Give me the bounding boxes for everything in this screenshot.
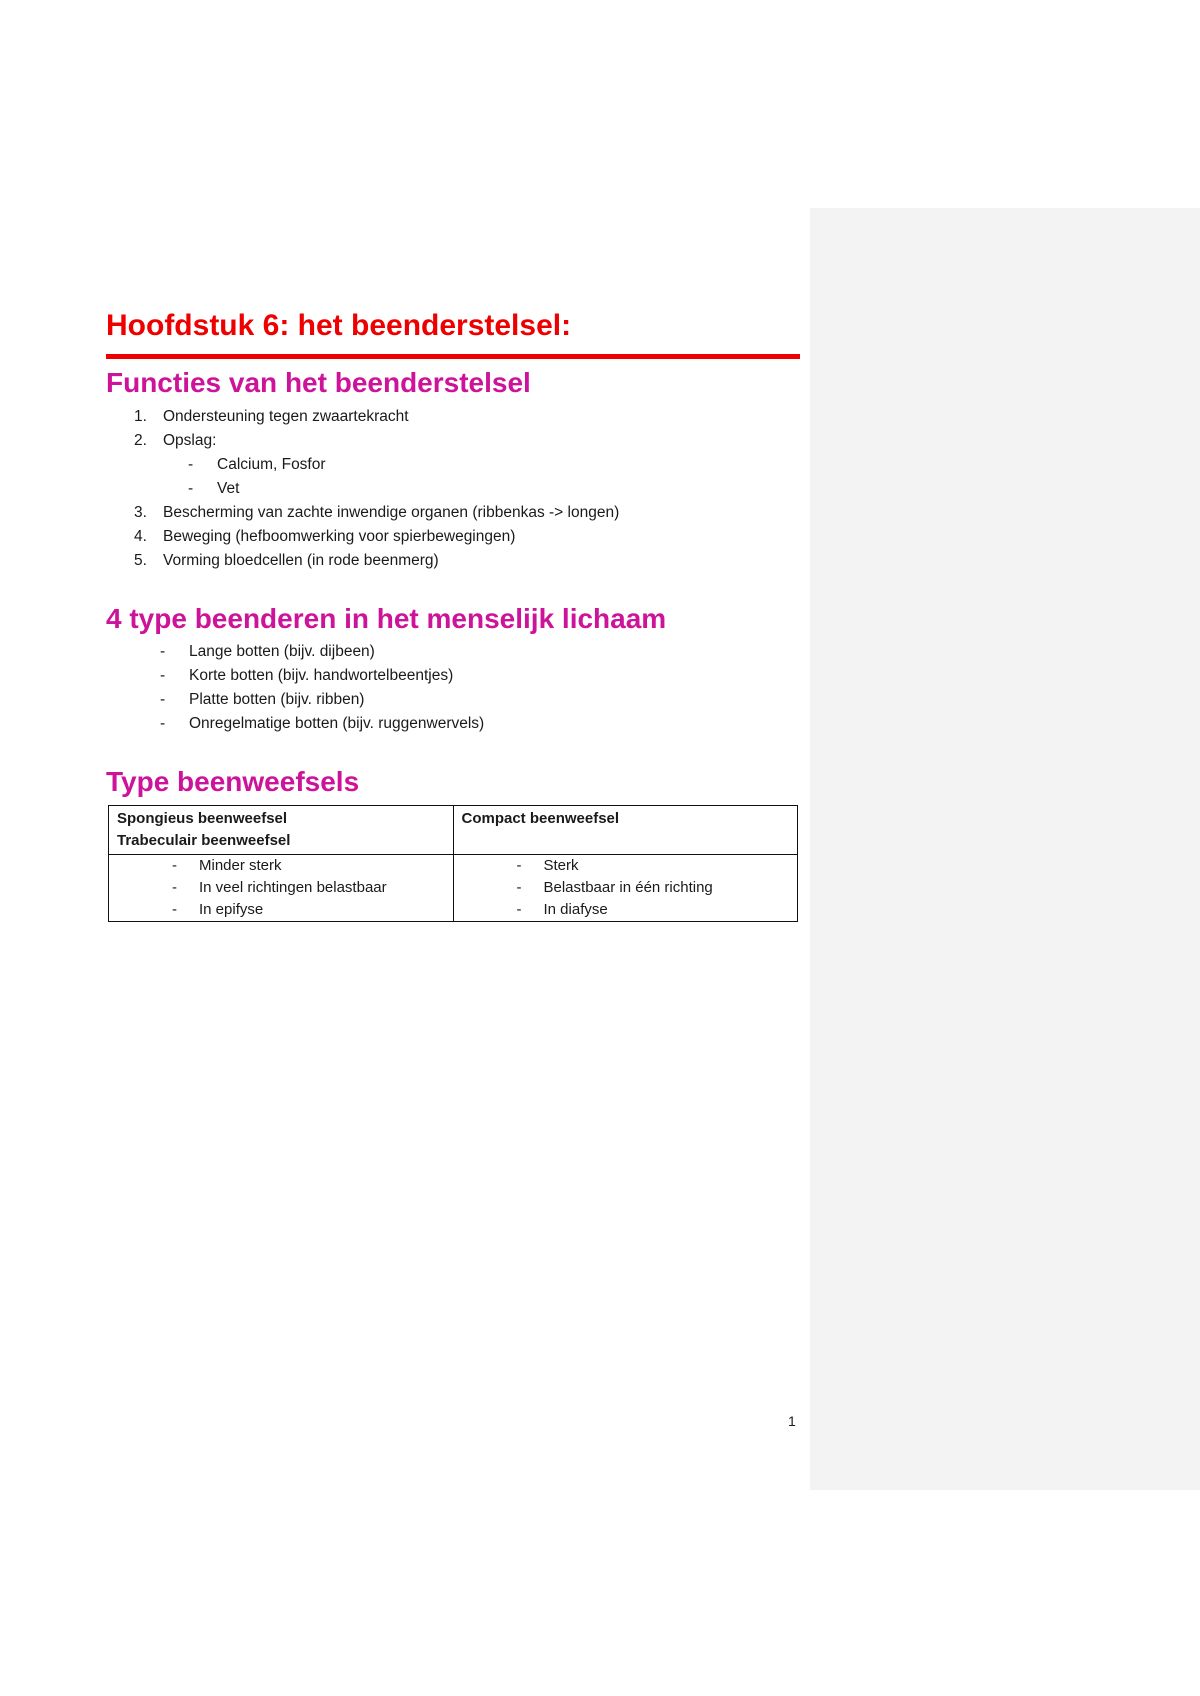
cell-list: [172, 855, 445, 921]
list-item-text: Onregelmatige botten (bijv. ruggenwervels): [189, 715, 485, 732]
dash-bullet: -: [160, 643, 166, 660]
dash-bullet: -: [160, 691, 166, 708]
list-item: [160, 664, 484, 688]
list-item: [188, 453, 619, 477]
list-item: [517, 877, 790, 899]
table-row: [109, 855, 798, 922]
list-number: 3.: [134, 504, 147, 521]
list-item-text: In diafyse: [543, 901, 608, 918]
dash-bullet: -: [516, 857, 522, 874]
heading-functies: Functies van het beenderstelsel: [106, 367, 531, 398]
comment-pane: [810, 208, 1200, 1490]
list-item-text: Calcium, Fosfor: [217, 456, 326, 473]
dash-bullet: -: [172, 879, 177, 896]
list-item-text: Minder sterk: [199, 857, 282, 874]
list-item-text: Korte botten (bijv. handwortelbeentjes): [189, 667, 454, 684]
list-item: [160, 712, 484, 736]
list-item: [134, 429, 619, 501]
table-cell: [109, 855, 454, 922]
dash-bullet: -: [516, 901, 522, 918]
header-line: Trabeculair beenweefsel: [117, 832, 291, 849]
heading-tissue-types: Type beenweefsels: [106, 766, 360, 797]
list-item-text: Platte botten (bijv. ribben): [189, 691, 365, 708]
list-item-text: Bescherming van zachte inwendige organen (ribbenkas -> longen): [163, 504, 620, 521]
table-header-cell: [109, 806, 454, 855]
list-item: [160, 688, 484, 712]
list-item: [134, 549, 619, 573]
list-number: 5.: [134, 552, 147, 569]
list-item: [188, 477, 619, 501]
list-item: [134, 501, 619, 525]
list-item-text: In epifyse: [199, 901, 264, 918]
list-item-text: Sterk: [543, 857, 579, 874]
list-item: [134, 405, 619, 429]
bone-types-list: [160, 640, 484, 736]
list-item-text: Vet: [217, 480, 240, 497]
dash-bullet: -: [188, 480, 194, 497]
list-item-text: Belastbaar in één richting: [543, 879, 713, 896]
list-item: [517, 899, 790, 921]
table-header-row: [109, 806, 798, 855]
list-number: 1.: [134, 408, 147, 425]
cell-list: [517, 855, 790, 921]
tissue-table: [108, 805, 798, 922]
list-item-text: Vorming bloedcellen (in rode beenmerg): [163, 552, 439, 569]
list-item: [172, 899, 445, 921]
list-item: [134, 525, 619, 549]
functies-list: [134, 405, 619, 573]
table-cell: [453, 855, 798, 922]
list-number: 2.: [134, 432, 147, 449]
list-item-text: Beweging (hefboomwerking voor spierbewegingen): [163, 528, 516, 545]
list-item-text: Ondersteuning tegen zwaartekracht: [163, 408, 409, 425]
page-title: Hoofdstuk 6: het beenderstelsel:: [106, 309, 572, 342]
list-item: [160, 640, 484, 664]
dash-bullet: -: [160, 715, 166, 732]
header-line: Spongieus beenweefsel: [117, 810, 288, 827]
list-item-text: Lange botten (bijv. dijbeen): [189, 643, 375, 660]
list-item: [517, 855, 790, 877]
heading-bone-types: 4 type beenderen in het menselijk lichaam: [106, 603, 667, 634]
header-line: Compact beenweefsel: [461, 810, 620, 827]
dash-bullet: -: [172, 901, 177, 918]
list-number: 4.: [134, 528, 147, 545]
list-item-text: In veel richtingen belastbaar: [199, 879, 387, 896]
dash-bullet: -: [172, 857, 177, 874]
dash-bullet: -: [160, 667, 166, 684]
dash-bullet: -: [516, 879, 522, 896]
dash-bullet: -: [188, 456, 194, 473]
table-header-cell: [453, 806, 798, 855]
list-item-text: Opslag:: [163, 432, 217, 449]
opslag-sublist: [188, 453, 619, 501]
list-item: [172, 877, 445, 899]
title-underline: [106, 354, 800, 359]
list-item: [172, 855, 445, 877]
page-number: 1: [788, 1413, 796, 1429]
